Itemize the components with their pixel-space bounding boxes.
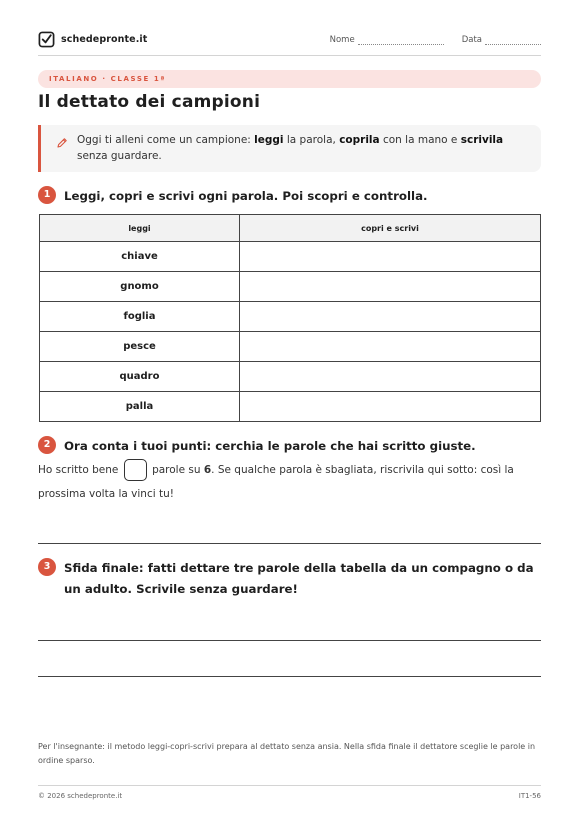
intro-bold-scrivila: scrivila (460, 134, 504, 146)
table-row (40, 242, 541, 272)
table-row (40, 332, 541, 362)
table-header-row (40, 215, 541, 242)
intro-bold-coprila: coprila (339, 134, 380, 146)
copyright: © 2026 schedepronte.it (38, 792, 123, 800)
teacher-note: Per l'insegnante: il metodo leggi-copri-scrivi prepara al dettato senza ansia. Nella sfida finale il dettatore sceglie le parole in ordine sparso. (38, 742, 536, 765)
write-cell[interactable] (240, 302, 541, 332)
section-number: 3 (38, 558, 56, 576)
answer-line[interactable] (38, 543, 541, 544)
section-2-header (38, 436, 476, 457)
page-footer (38, 785, 541, 800)
pencil-icon (56, 137, 68, 149)
write-cell[interactable] (240, 332, 541, 362)
site-name: schedepronte.it (61, 34, 148, 45)
answer-line[interactable] (38, 640, 541, 641)
student-fields (330, 35, 541, 45)
score-box[interactable] (124, 459, 147, 481)
date-label: Data (461, 35, 482, 45)
word-cell: quadro (40, 362, 240, 392)
date-field[interactable] (462, 35, 541, 45)
name-dotted-line[interactable] (358, 36, 444, 45)
section-title: Ora conta i tuoi punti: cerchia le parole che hai scritto giuste. (64, 439, 476, 453)
table-row (40, 302, 541, 332)
site-logo (38, 31, 147, 48)
column-header-leggi: leggi (40, 215, 240, 242)
word-table (39, 214, 541, 422)
answer-line[interactable] (38, 676, 541, 677)
write-cell[interactable] (240, 242, 541, 272)
word-cell: gnomo (40, 272, 240, 302)
score-t3: . Se qualche parola è sbagliata, riscrivila qui sotto: così la prossima volta la vinci tu! (38, 464, 514, 500)
table-row (40, 362, 541, 392)
name-field[interactable] (330, 35, 444, 45)
subject-badge: ITALIANO · CLASSE 1ª (38, 70, 541, 88)
word-cell: foglia (40, 302, 240, 332)
intro-text (77, 132, 532, 164)
word-cell: chiave (40, 242, 240, 272)
section-title: Sfida finale: fatti dettare tre parole della tabella da un compagno o da un adulto. Scrivile senza guardare! (64, 561, 534, 596)
intro-callout (38, 125, 541, 172)
date-dotted-line[interactable] (485, 36, 541, 45)
column-header-copri-scrivi: copri e scrivi (240, 215, 541, 242)
word-cell: pesce (40, 332, 240, 362)
write-cell[interactable] (240, 392, 541, 422)
checkbox-doc-icon (38, 31, 55, 48)
score-t2: parole su (152, 464, 204, 476)
score-total: 6 (203, 464, 212, 476)
intro-t2: la parola, (283, 134, 340, 146)
section-number: 1 (38, 186, 56, 204)
intro-bold-leggi: leggi (254, 134, 284, 146)
section-3-header (38, 558, 534, 600)
section-1-header (38, 186, 428, 207)
table-row (40, 272, 541, 302)
section-title: Leggi, copri e scrivi ogni parola. Poi scopri e controlla. (64, 189, 428, 203)
table-row (40, 392, 541, 422)
name-label: Nome (329, 35, 355, 45)
intro-t1: Oggi ti alleni come un campione: (77, 134, 255, 146)
intro-t4: senza guardare. (77, 150, 162, 162)
score-text (38, 458, 541, 506)
write-cell[interactable] (240, 362, 541, 392)
intro-t3: con la mano e (379, 134, 461, 146)
page-title: Il dettato dei campioni (38, 92, 261, 112)
sheet-code: IT1-56 (518, 792, 541, 800)
write-cell[interactable] (240, 272, 541, 302)
page-header (38, 30, 541, 56)
section-number: 2 (38, 436, 56, 454)
score-t1: Ho scritto bene (38, 464, 119, 476)
word-cell: palla (40, 392, 240, 422)
